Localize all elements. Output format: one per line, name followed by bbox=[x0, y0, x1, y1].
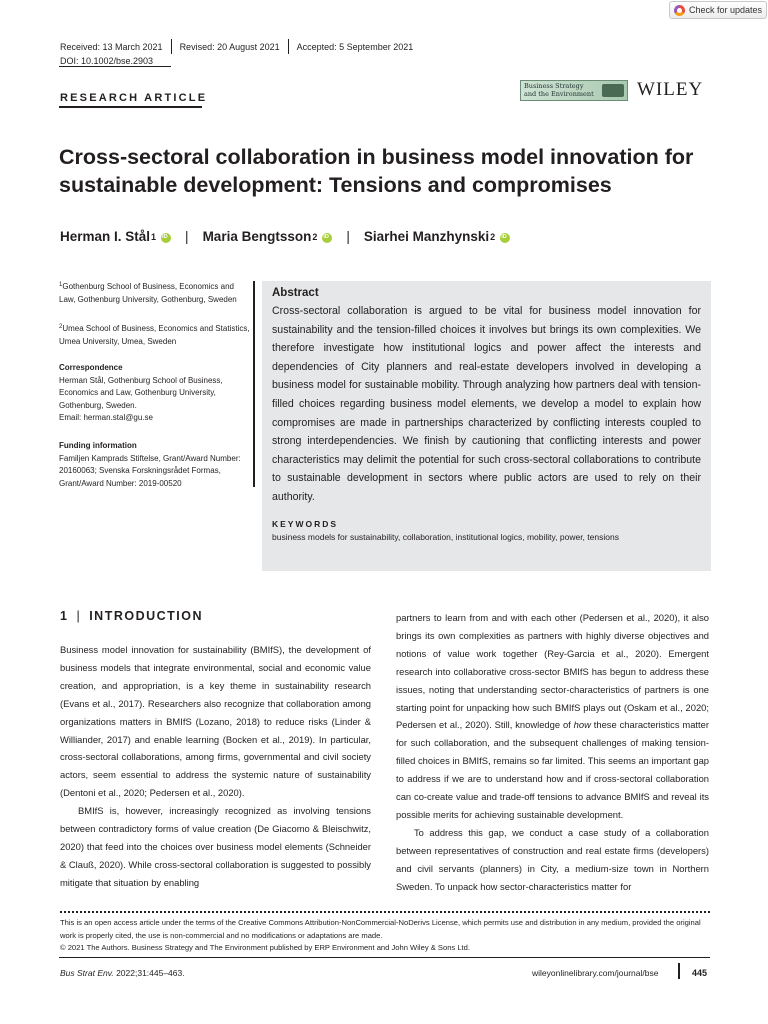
crossmark-icon bbox=[674, 5, 685, 16]
divider bbox=[59, 106, 202, 108]
journal-logo-text: Business Strategy and the Environment bbox=[524, 82, 594, 98]
paragraph bbox=[396, 609, 709, 824]
license-text: This is an open access article under the terms of the Creative Commons Attribution-NonCommercial-NoDerivs License, which permits use and distribution in any medium, provided the original work is properly cited, the use is non-commercial and no modifications or adaptations are made. bbox=[60, 918, 701, 940]
correspondence-text: Herman Stål, Gothenburg School of Business, Economics and Law, Gothenburg University, Gothenburg, Sweden. bbox=[59, 375, 223, 410]
copyright-text: © 2021 The Authors. Business Strategy and The Environment published by ERP Environment and John Wiley & Sons Ltd. bbox=[60, 943, 470, 952]
keywords-text: business models for sustainability, collaboration, institutional logics, mobility, power, tensions bbox=[272, 531, 619, 542]
affiliation-text: Umea School of Business, Economics and Statistics, Umea University, Umea, Sweden bbox=[59, 324, 250, 346]
paragraph-emphasis: how bbox=[573, 719, 591, 731]
affiliation-text: Gothenburg School of Business, Economics and Law, Gothenburg University, Gothenburg, Sweden bbox=[59, 282, 237, 304]
paragraph-text: these characteristics matter for such collaboration, and the subsequent challenges of making tension-filled choices in BMIfS, remains so far limited. This seems an important gap to address if we are to understand how and if cross-sectoral collaboration can co-create value and trade-off tensions to advance BMIfS and reveal its possible merits for achieving sustainable development. bbox=[396, 719, 709, 820]
section-number: 1 bbox=[60, 609, 69, 623]
author-affiliation-sup: 2 bbox=[490, 231, 496, 242]
journal-logo-image bbox=[602, 84, 624, 97]
affiliation-1 bbox=[59, 279, 251, 306]
article-dates bbox=[60, 39, 413, 54]
paragraph: To address this gap, we conduct a case study of a collaboration between representatives of construction and real estate firms (developers) and civil servants (planners) in City, a medium-size town in Northern Sweden. To unpack how sector-characteristics matter for bbox=[396, 826, 709, 892]
keywords-heading: KEYWORDS bbox=[272, 518, 339, 529]
funding-heading: Funding information bbox=[59, 441, 137, 450]
divider bbox=[678, 963, 680, 979]
funding-information bbox=[59, 440, 251, 490]
divider bbox=[171, 39, 172, 54]
author-separator: | bbox=[346, 229, 350, 244]
journal-url[interactable]: wileyonlinelibrary.com/journal/bse bbox=[532, 968, 659, 978]
journal-citation bbox=[60, 968, 185, 978]
affiliation-sup: 2 bbox=[59, 324, 63, 330]
accepted-date: Accepted: 5 September 2021 bbox=[296, 41, 414, 52]
abstract-box bbox=[262, 281, 711, 571]
doi[interactable]: DOI: 10.1002/bse.2903 bbox=[60, 56, 154, 66]
affiliation-sup: 1 bbox=[59, 282, 63, 288]
paragraph: Business model innovation for sustainability (BMIfS), the development of business models that integrate environmental, social and economic value creation, and appropriation, is a key theme in sustainability research (Evans et al., 2017). Researchers also recognize that collaboration among organizations matters in BMIfS (Lozano, 2018) to reduce risks (Linder & Williander, 2017) and enable learning (Bocken et al., 2019). In particular, cross-sectoral collaborations, among firms, governmental and civil society actors, seem essential to address the systemic nature of sustainability (Dentoni et al., 2020; Pedersen et al., 2020). bbox=[60, 644, 371, 799]
correspondence bbox=[59, 362, 251, 425]
body-column-right bbox=[396, 609, 709, 896]
citation-text: 2022;31:445–463. bbox=[113, 968, 185, 978]
section-heading bbox=[60, 609, 203, 623]
orcid-icon[interactable] bbox=[161, 233, 171, 243]
divider bbox=[59, 957, 710, 958]
article-title: Cross-sectoral collaboration in business model innovation for sustainable development: Tensions and compromises bbox=[59, 145, 694, 197]
divider bbox=[59, 66, 171, 67]
author-affiliation-sup: 1 bbox=[151, 231, 157, 242]
publisher-logo: WILEY bbox=[637, 79, 704, 100]
body-column-left bbox=[60, 641, 371, 892]
author-list bbox=[60, 229, 510, 244]
paragraph: BMIfS is, however, increasingly recognized as involving tensions between contradictory forms of value creation (De Giacomo & Bleischwitz, 2020) that feed into the choices over business model elements (Schneider & Clauß, 2020). While cross-sectoral collaboration is suggested to possibly mitigate that situation by enabling bbox=[60, 805, 371, 888]
abstract-text: Cross-sectoral collaboration is argued to be vital for business model innovation for sustainability and the tension-filled choices it involves but brings its own complexities. We therefore investigate how institutional logics and power affect the interests and dependencies of City planners and real-estate developers involved in developing a business model for sustainable mobility. Through analyzing how partners deal with tension-filled choices regarding business model elements, we develop a model to explain how compromises are made in partnerships characterized by conflicting interests coupled to strong interdependencies. We finish by cautioning that conflicting interests and power characteristics may delimit the potential for such cross-sectoral collaborations to contribute to sustainable development in sectors where public actors are used to rely on their authority. bbox=[272, 305, 701, 503]
orcid-icon[interactable] bbox=[500, 233, 510, 243]
orcid-icon[interactable] bbox=[322, 233, 332, 243]
journal-abbreviation: Bus Strat Env. bbox=[60, 968, 114, 978]
license-notice bbox=[60, 917, 710, 955]
affiliation-2 bbox=[59, 321, 251, 348]
author-name[interactable]: Maria Bengtsson bbox=[202, 229, 312, 244]
check-for-updates-button[interactable] bbox=[669, 1, 767, 19]
dotted-divider bbox=[60, 911, 710, 913]
divider bbox=[288, 39, 289, 54]
divider bbox=[253, 281, 255, 487]
section-separator: | bbox=[76, 609, 82, 623]
section-title: INTRODUCTION bbox=[89, 609, 204, 623]
author-name[interactable]: Siarhei Manzhynski bbox=[363, 229, 490, 244]
abstract-heading: Abstract bbox=[272, 287, 319, 299]
article-type-label: RESEARCH ARTICLE bbox=[60, 92, 208, 104]
author-name[interactable]: Herman I. Stål bbox=[60, 229, 151, 244]
page-number: 445 bbox=[692, 968, 708, 978]
correspondence-heading: Correspondence bbox=[59, 363, 123, 372]
journal-logo bbox=[520, 80, 628, 101]
correspondence-email[interactable]: Email: herman.stal@gu.se bbox=[59, 413, 153, 422]
check-for-updates-label: Check for updates bbox=[689, 5, 763, 15]
received-date: Received: 13 March 2021 bbox=[60, 41, 163, 52]
paragraph-text: partners to learn from and with each other (Pedersen et al., 2020), it also brings its own complexities as partners with highly diverse objectives and notions of value work together (Rey-Garcia et al., 2020). Emergent research into collaborative cross-sector BMIfS has begun to address these issues, noting that understanding sector-characteristics of partners is one starting point for unpacking how such BMIfS plays out (Oskam et al., 2020; Pedersen et al., 2020). Still, knowledge of bbox=[396, 612, 709, 731]
author-affiliation-sup: 2 bbox=[312, 231, 318, 242]
revised-date: Revised: 20 August 2021 bbox=[179, 41, 280, 52]
author-separator: | bbox=[185, 229, 189, 244]
funding-text: Familjen Kamprads Stiftelse, Grant/Award Number: 20160063; Svenska Forskningsrådet Formas, Grant/Award Number: 2019-00520 bbox=[59, 453, 241, 488]
